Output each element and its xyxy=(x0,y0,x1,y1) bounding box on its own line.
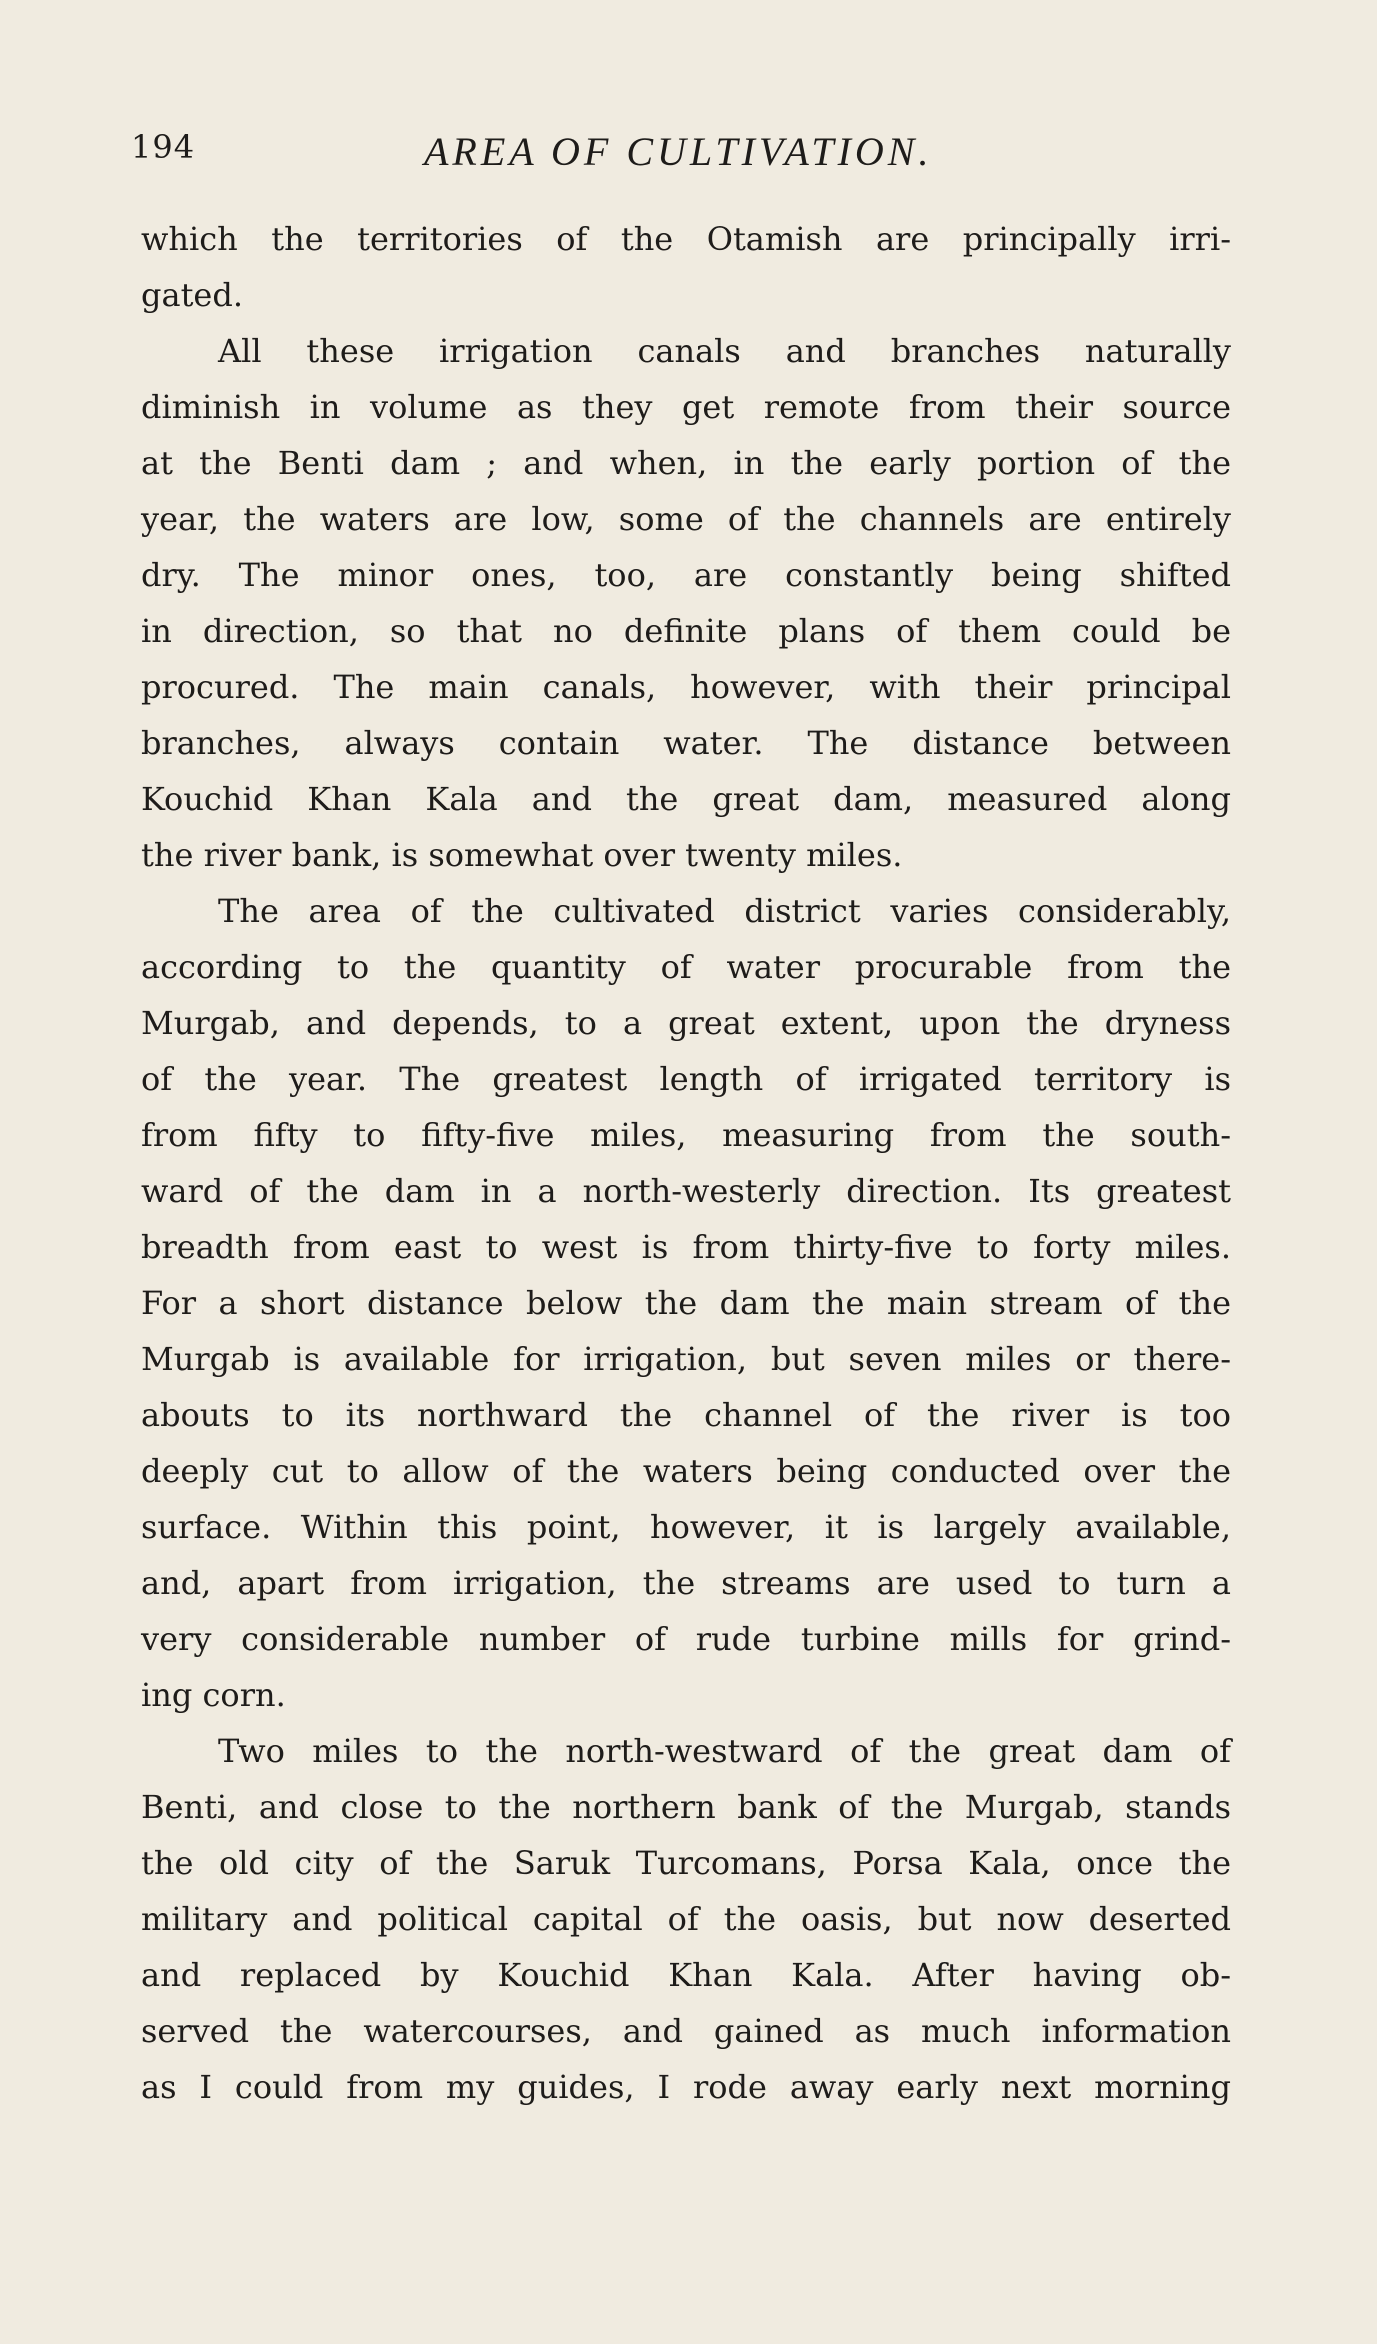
text-line: which the territories of the Otamish are principally irri- xyxy=(141,220,1231,258)
text-line: breadth from east to west is from thirty-five to forty miles. xyxy=(141,1228,1231,1266)
text-line: For a short distance below the dam the main stream of the xyxy=(141,1284,1231,1322)
text-line: surface. Within this point, however, it is largely available, xyxy=(141,1508,1231,1546)
text-line: according to the quantity of water procurable from the xyxy=(141,948,1231,986)
text-line: All these irrigation canals and branches naturally xyxy=(218,332,1231,370)
text-line: branches, always contain water. The distance between xyxy=(141,724,1231,762)
text-line: ward of the dam in a north-westerly direction. Its greatest xyxy=(141,1172,1231,1210)
text-line: procured. The main canals, however, with their principal xyxy=(141,668,1231,706)
text-line: in direction, so that no definite plans of them could be xyxy=(141,612,1231,650)
text-line: and, apart from irrigation, the streams are used to turn a xyxy=(141,1564,1231,1602)
text-line: of the year. The greatest length of irrigated territory is xyxy=(141,1060,1231,1098)
text-line: and replaced by Kouchid Khan Kala. After having ob- xyxy=(141,1956,1231,1994)
text-line: from fifty to fifty-five miles, measuring from the south- xyxy=(141,1116,1231,1154)
page-number: 194 xyxy=(131,128,196,166)
text-line: the old city of the Saruk Turcomans, Porsa Kala, once the xyxy=(141,1844,1231,1882)
page-header xyxy=(131,128,1231,178)
text-line: military and political capital of the oasis, but now deserted xyxy=(141,1900,1231,1938)
text-line: served the watercourses, and gained as much information xyxy=(141,2012,1231,2050)
text-line: Benti, and close to the northern bank of the Murgab, stands xyxy=(141,1788,1231,1826)
text-line: year, the waters are low, some of the channels are entirely xyxy=(141,500,1231,538)
running-head: AREA OF CULTIVATION. xyxy=(424,129,933,174)
text-line: Murgab is available for irrigation, but seven miles or there- xyxy=(141,1340,1231,1378)
text-line: ing corn. xyxy=(141,1676,286,1714)
text-line: gated. xyxy=(141,276,244,314)
text-line: as I could from my guides, I rode away early next morning xyxy=(141,2068,1231,2106)
text-line: The area of the cultivated district varies considerably, xyxy=(218,892,1231,930)
text-line: Kouchid Khan Kala and the great dam, measured along xyxy=(141,780,1231,818)
text-line: diminish in volume as they get remote from their source xyxy=(141,388,1231,426)
text-line: dry. The minor ones, too, are constantly being shifted xyxy=(141,556,1231,594)
text-line: Murgab, and depends, to a great extent, upon the dryness xyxy=(141,1004,1231,1042)
text-line: very considerable number of rude turbine mills for grind- xyxy=(141,1620,1231,1658)
text-line: the river bank, is somewhat over twenty miles. xyxy=(141,836,903,874)
text-line: at the Benti dam ; and when, in the early portion of the xyxy=(141,444,1231,482)
text-line: deeply cut to allow of the waters being conducted over the xyxy=(141,1452,1231,1490)
text-line: abouts to its northward the channel of the river is too xyxy=(141,1396,1231,1434)
body-text xyxy=(141,211,1231,2115)
text-line: Two miles to the north-westward of the great dam of xyxy=(218,1732,1231,1770)
